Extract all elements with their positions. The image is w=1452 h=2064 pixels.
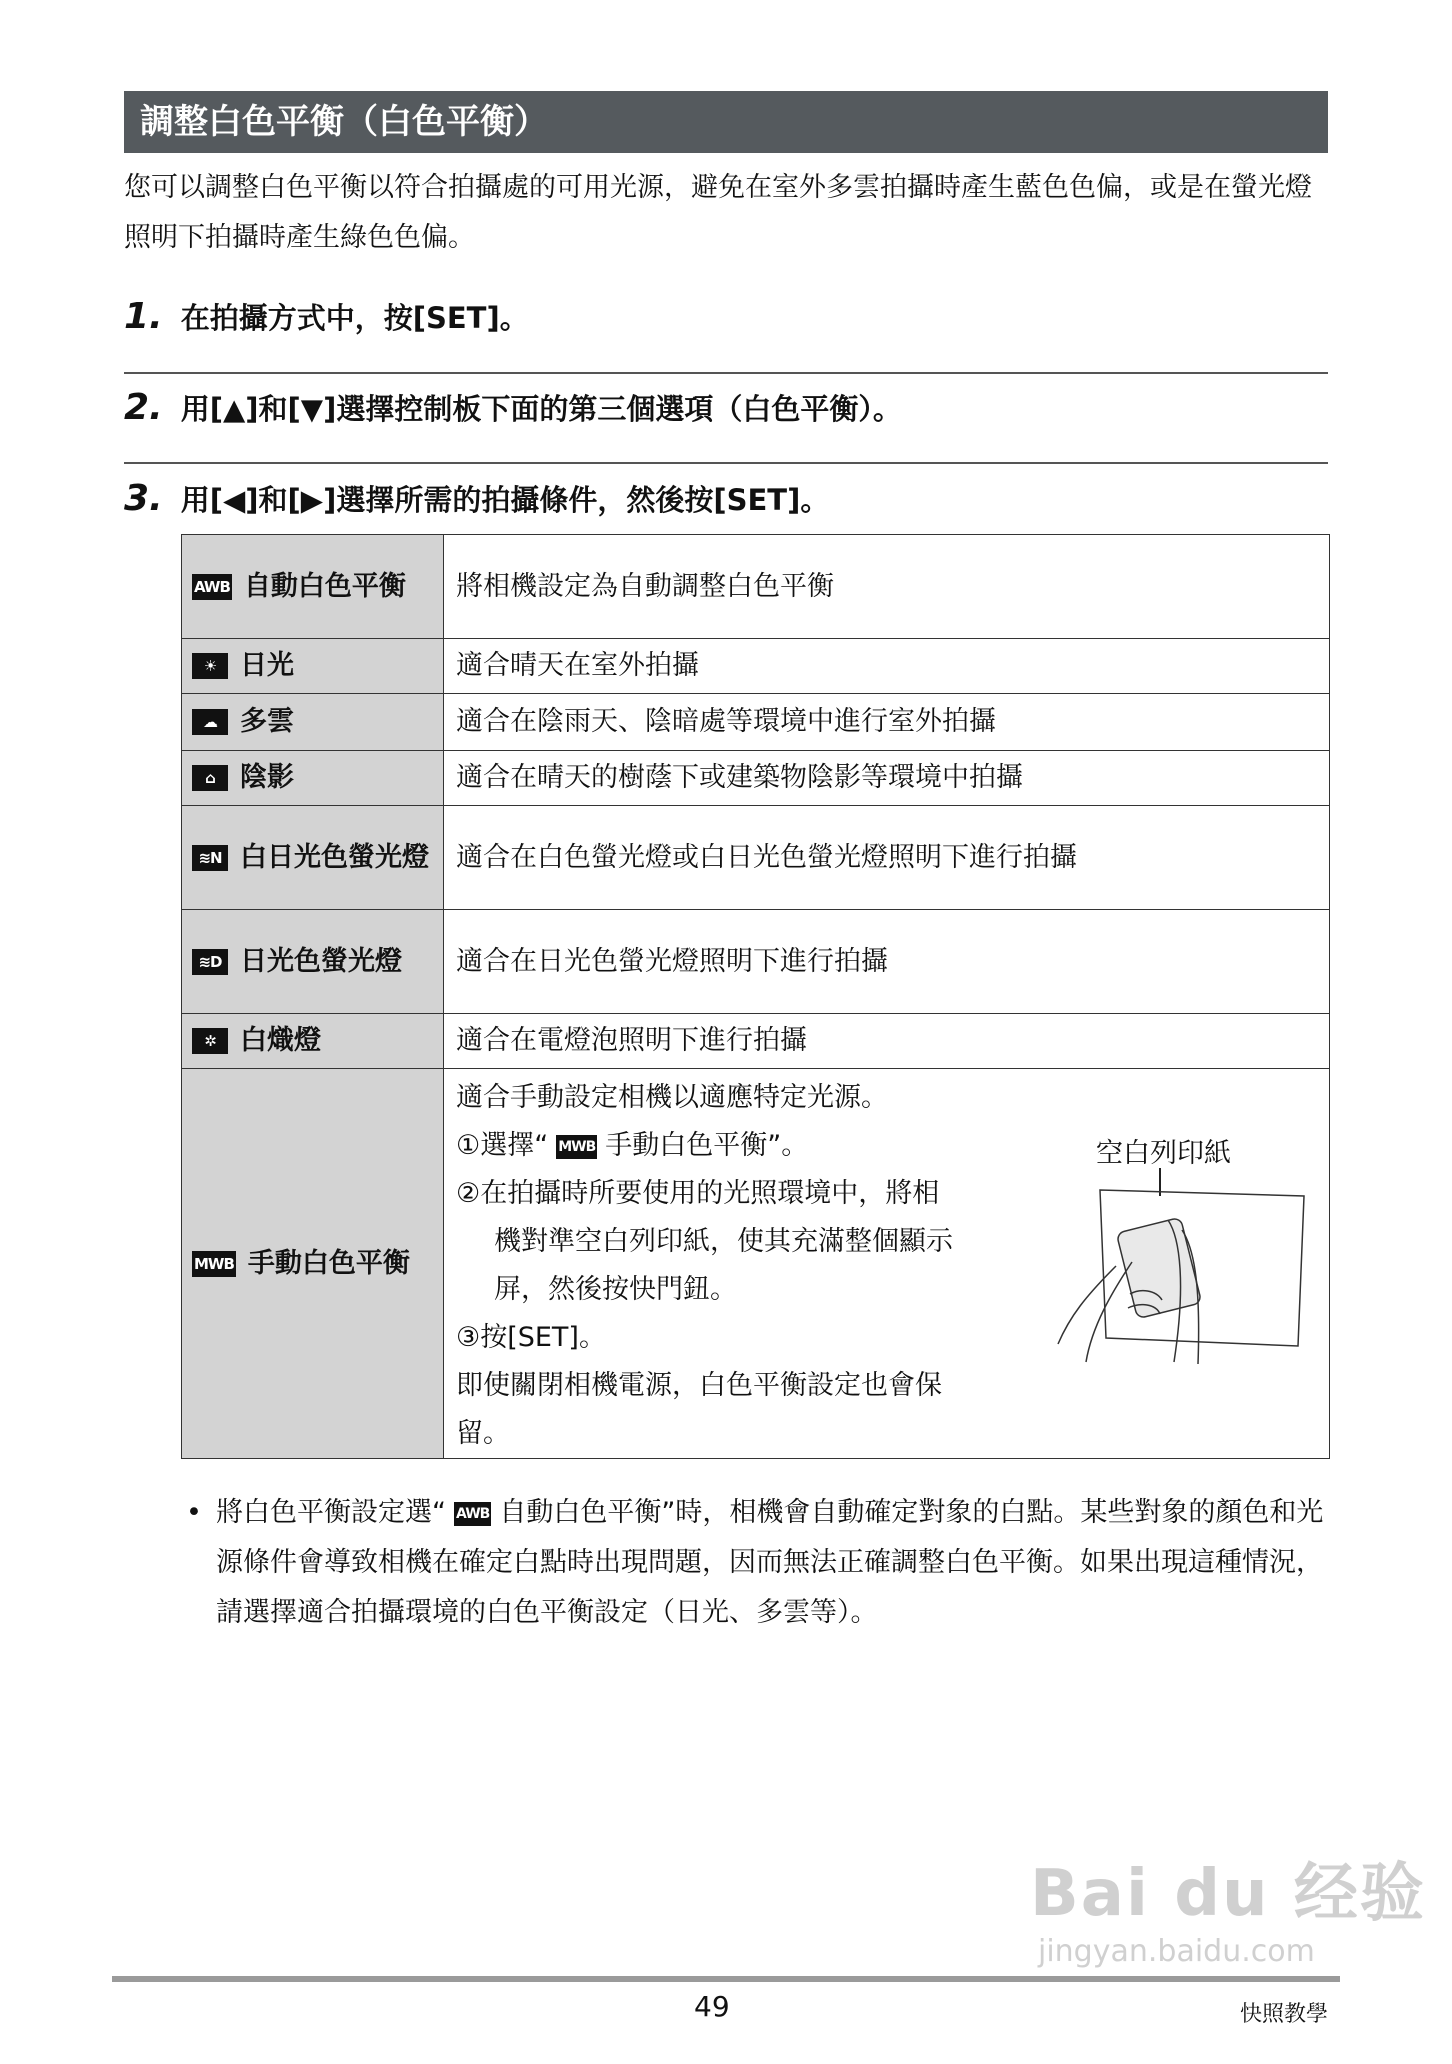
daylight-icon: ☀ — [192, 653, 228, 679]
table-row — [182, 694, 1330, 751]
step-number: 1. — [124, 296, 163, 337]
option-label-cell — [182, 535, 444, 639]
manual-step-3: ③按[SET]。 — [456, 1322, 606, 1353]
cloudy-icon: ☁ — [192, 709, 228, 735]
table-row — [182, 751, 1330, 806]
fluorescent-d-icon: ≋D — [192, 949, 228, 975]
note-text-part: 自動白色平衡”時，相機會自動確定對象的白點。某些對象的顏色和光源條件會導致相機在確定白點時出現問題，因而無法正確調整白色平衡。如果出現這種情況，請選擇適合拍攝環境的白色平衡設定（日光、多雲等）。 — [216, 1497, 1324, 1628]
divider — [124, 372, 1328, 374]
option-label-cell — [182, 751, 444, 806]
option-label-cell — [182, 806, 444, 910]
option-label: 手動白色平衡 — [247, 1247, 410, 1279]
mwb-icon: MWB — [192, 1251, 236, 1277]
option-label: 自動白色平衡 — [243, 570, 406, 602]
option-label-cell — [182, 1014, 444, 1069]
option-desc: 適合晴天在室外拍攝 — [444, 639, 1330, 694]
intro-paragraph: 您可以調整白色平衡以符合拍攝處的可用光源，避免在室外多雲拍攝時產生藍色色偏，或是在螢光燈照明下拍攝時產生綠色色偏。 — [124, 172, 1312, 253]
option-label: 陰影 — [240, 762, 294, 793]
manual-note: 留。 — [456, 1418, 510, 1449]
step-3 — [124, 478, 829, 519]
note-text-part: 將白色平衡設定選“ — [216, 1497, 446, 1528]
option-desc: 適合在晴天的樹蔭下或建築物陰影等環境中拍攝 — [444, 751, 1330, 806]
option-label: 白日光色螢光燈 — [240, 841, 429, 873]
manual-note: 即使關閉相機電源，白色平衡設定也會保 — [456, 1370, 942, 1401]
option-label: 多雲 — [240, 706, 294, 737]
awb-icon: AWB — [454, 1502, 491, 1526]
table-row — [182, 910, 1330, 1014]
option-label-cell — [182, 1069, 444, 1459]
divider — [124, 462, 1328, 464]
step-text: 用[▲]和[▼]選擇控制板下面的第三個選項（白色平衡）。 — [180, 392, 902, 426]
table-row — [182, 639, 1330, 694]
manual-step-1 — [456, 1123, 808, 1169]
watermark — [1030, 1842, 1426, 1969]
manual-step-text: ①選擇“ — [456, 1130, 549, 1161]
manual-line: 適合手動設定相機以適應特定光源。 — [456, 1082, 888, 1113]
option-label: 日光 — [240, 650, 294, 681]
manual-step-2-cont: 屏，然後按快門鈕。 — [494, 1274, 737, 1305]
manual-step-2: ②在拍攝時所要使用的光照環境中，將相 — [456, 1178, 940, 1209]
table-row — [182, 535, 1330, 639]
page-number: 49 — [694, 1990, 730, 2023]
option-desc: 適合在電燈泡照明下進行拍攝 — [444, 1014, 1330, 1069]
option-desc: 適合在日光色螢光燈照明下進行拍攝 — [444, 910, 1330, 1014]
footer-rule — [112, 1976, 1340, 1982]
note-paragraph — [178, 1488, 1338, 1638]
watermark-brand: Bai du 经验 — [1030, 1857, 1426, 1931]
step-number: 2. — [124, 387, 163, 428]
table-row — [182, 1014, 1330, 1069]
option-label-cell — [182, 910, 444, 1014]
fluorescent-n-icon: ≋N — [192, 845, 228, 871]
illustration-label: 空白列印紙 — [1096, 1138, 1231, 1169]
option-label-cell — [182, 694, 444, 751]
step-text: 在拍攝方式中，按[SET]。 — [180, 301, 529, 335]
awb-icon: AWB — [192, 574, 232, 600]
option-desc: 適合在白色螢光燈或白日光色螢光燈照明下進行拍攝 — [444, 806, 1330, 910]
camera-paper-illustration — [1056, 1166, 1326, 1366]
tungsten-icon: ✲ — [192, 1028, 228, 1054]
manual-step-text: 手動白色平衡”。 — [605, 1130, 809, 1161]
option-label: 日光色螢光燈 — [240, 945, 402, 977]
manual-step-2-cont: 機對準空白列印紙，使其充滿整個顯示 — [494, 1226, 953, 1257]
section-name: 快照教學 — [1240, 2002, 1329, 2027]
option-label-cell — [182, 639, 444, 694]
option-label: 白熾燈 — [240, 1025, 321, 1056]
manual-desc-cell — [444, 1069, 1330, 1459]
step-2 — [124, 387, 902, 428]
option-desc: 適合在陰雨天、陰暗處等環境中進行室外拍攝 — [444, 694, 1330, 751]
table-row-manual — [182, 1069, 1330, 1459]
note-text — [216, 1488, 1338, 1638]
table-row — [182, 806, 1330, 910]
shade-icon: ⌂ — [192, 765, 228, 791]
step-text: 用[◀]和[▶]選擇所需的拍攝條件，然後按[SET]。 — [180, 483, 830, 517]
white-balance-table — [181, 534, 1330, 1459]
option-desc: 將相機設定為自動調整白色平衡 — [444, 535, 1330, 639]
section-title: 調整白色平衡（白色平衡） — [124, 91, 1328, 153]
mwb-icon: MWB — [556, 1135, 597, 1159]
step-number: 3. — [124, 478, 163, 519]
watermark-url: jingyan.baidu.com — [1038, 1934, 1315, 1969]
step-1 — [124, 296, 529, 337]
bullet-icon: • — [186, 1497, 202, 1528]
